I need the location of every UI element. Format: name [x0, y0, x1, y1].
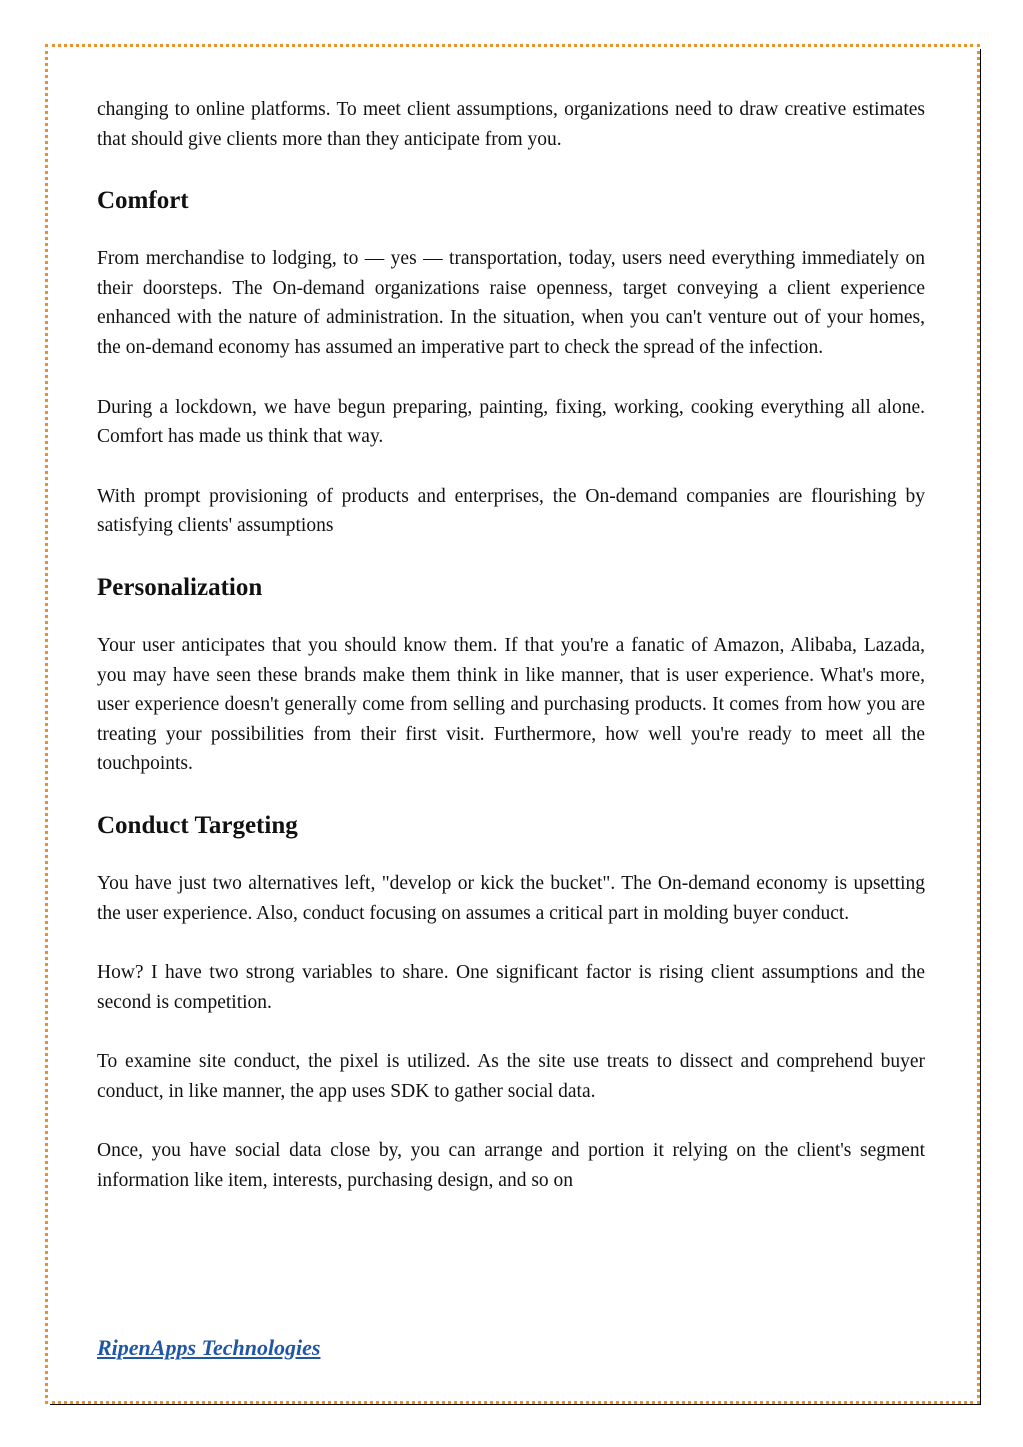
paragraph-intro-continuation: changing to online platforms. To meet client assumptions, organizations need to draw creative estimates that should give clients more than they anticipate from you.	[97, 99, 925, 150]
heading-personalization: Personalization	[97, 573, 263, 601]
paragraph-comfort-1: From merchandise to lodging, to — yes — transportation, today, users need everything immediately on their doorsteps. The On-demand organizations raise openness, target conveying a client experience enhanced with the nature of administration. In the situation, when you can't venture out of your homes, the on-demand economy has assumed an imperative part to check the spread of the infection.	[97, 248, 925, 358]
paragraph-comfort-2: During a lockdown, we have begun preparing, painting, fixing, working, cooking everything all alone. Comfort has made us think that way.	[97, 396, 925, 448]
heading-comfort: Comfort	[97, 187, 189, 215]
company-link[interactable]: RipenApps Technologies	[97, 1335, 321, 1360]
paragraph-conduct-1: You have just two alternatives left, "develop or kick the bucket". The On-demand economy is upsetting the user experience. Also, conduct focusing on assumes a critical part in molding buyer conduct.	[97, 872, 925, 924]
paragraph-conduct-3: To examine site conduct, the pixel is utilized. As the site use treats to dissect and comprehend buyer conduct, in like manner, the app uses SDK to gather social data.	[97, 1051, 925, 1102]
paragraph-comfort-3: With prompt provisioning of products and enterprises, the On-demand companies are flourishing by satisfying clients' assumptions	[97, 485, 925, 537]
paragraph-conduct-4: Once, you have social data close by, you can arrange and portion it relying on the client's segment information like item, interests, purchasing design, and so on	[97, 1140, 925, 1192]
paragraph-personalization: Your user anticipates that you should know them. If that you're a fanatic of Amazon, Alibaba, Lazada, you may have seen these brands make them think in like manner, that is user experience. What's more, user experience doesn't generally come from selling and purchasing products. It comes from how you are treating your possibilities from their first visit. Furthermore, how well you're ready to meet all the touchpoints.	[97, 634, 925, 775]
paragraph-conduct-2: How? I have two strong variables to share. One significant factor is rising client assumptions and the second is competition.	[97, 962, 925, 1013]
heading-conduct-targeting: Conduct Targeting	[97, 811, 298, 839]
document-body	[97, 95, 925, 1196]
